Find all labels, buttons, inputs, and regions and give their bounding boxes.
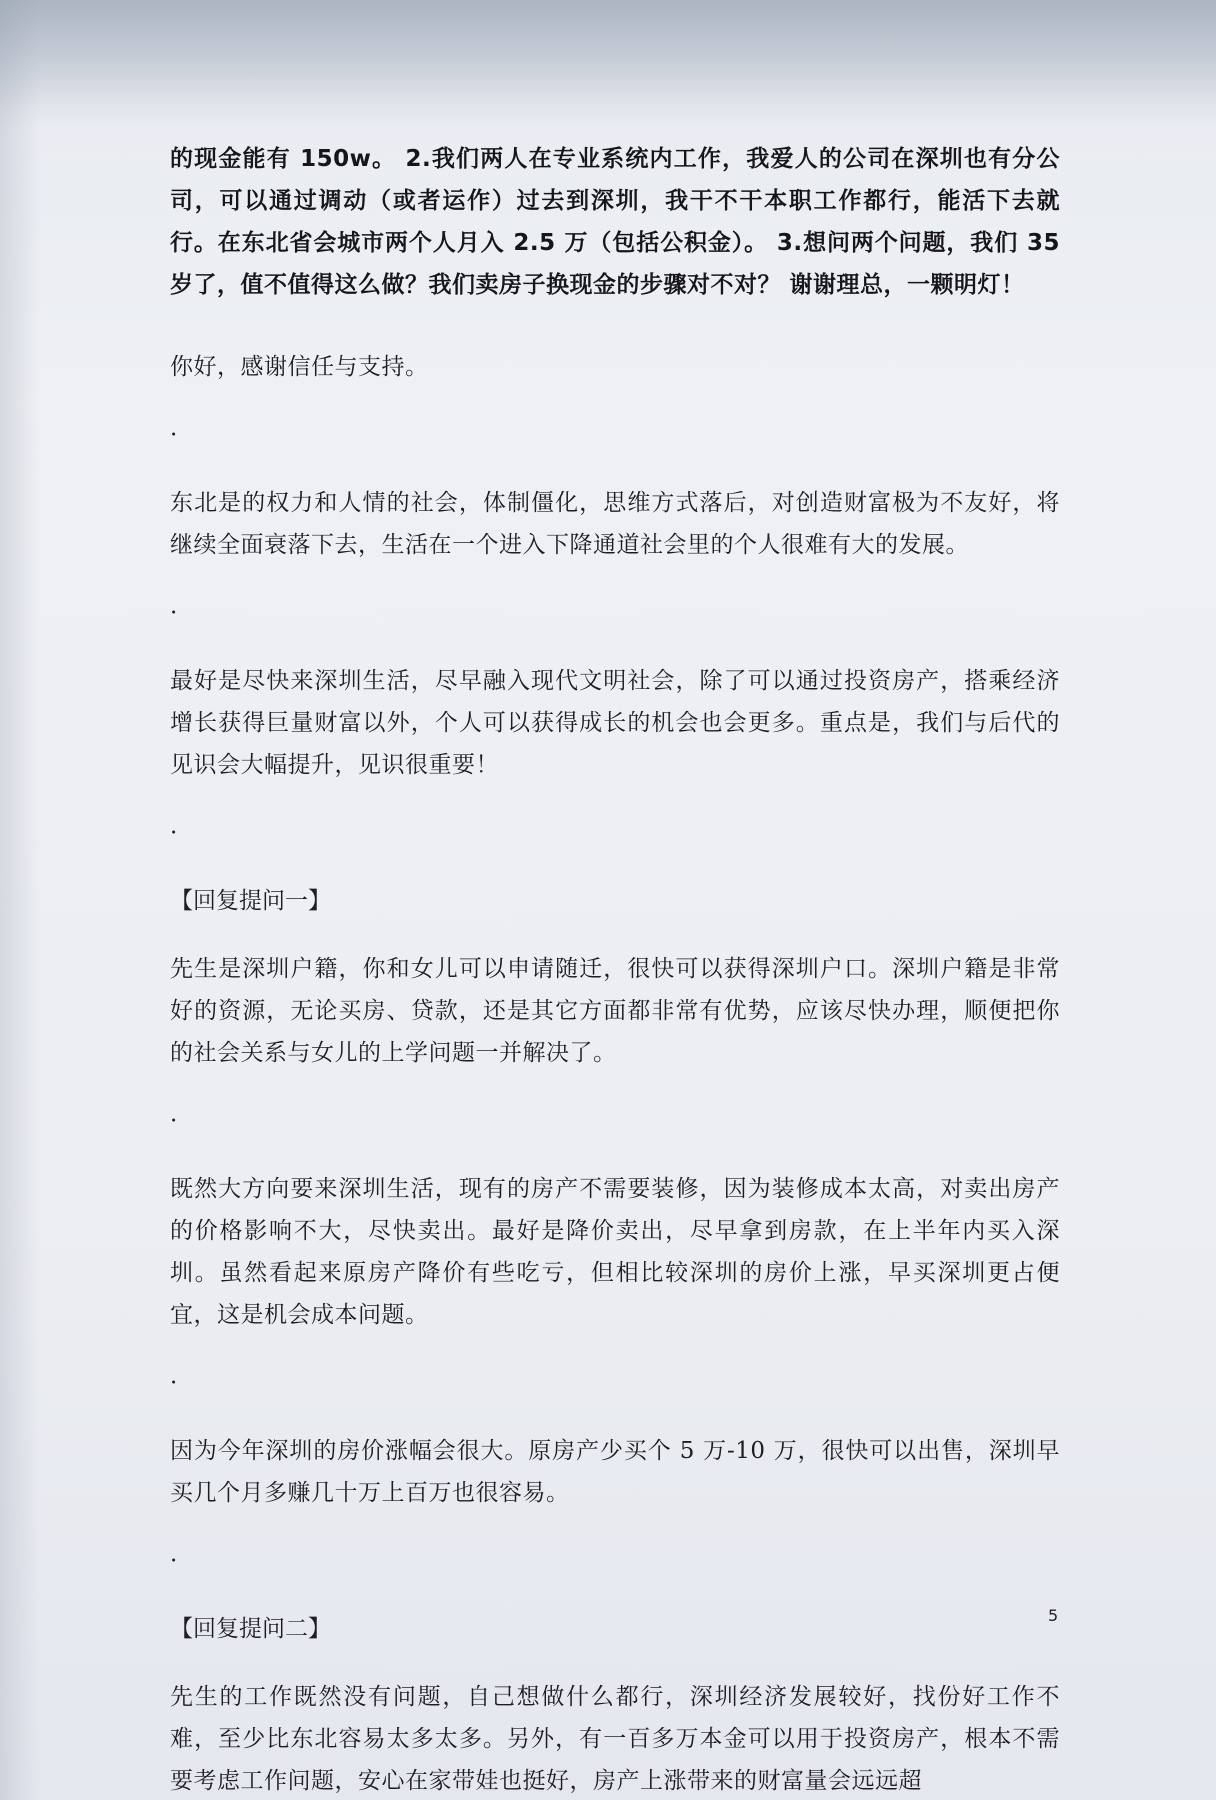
paragraph-northeast: 东北是的权力和人情的社会，体制僵化，思维方式落后，对创造财富极为不友好，将继续全面衰落下去，生活在一个进入下降通道社会里的个人很难有大的发展。 [170, 490, 1060, 558]
reply-two-heading: 【回复提问二】 [170, 1616, 331, 1642]
separator-dot: · [170, 1548, 178, 1574]
reply-one-paragraph-3: 因为今年深圳的房价涨幅会很大。原房产少买个 5 万-10 万，很快可以出售，深圳早买几个月多赚几十万上百万也很容易。 [170, 1438, 1060, 1506]
question-text: 的现金能有 150w。 2.我们两人在专业系统内工作，我爱人的公司在深圳也有分公司，可以通过调动（或者运作）过去到深圳，我干不干本职工作都行，能活下去就行。在东北省会城市两个人月入 2.5 万（包括公积金）。 3.想问两个问题，我们 35 岁了，值不值得这么做？我们卖房子换现金的步骤对不对？ 谢谢理总，一颗明灯！ [170, 146, 1060, 298]
reply-one-heading: 【回复提问一】 [170, 888, 331, 914]
separator-dot: · [170, 422, 178, 448]
reply-one-paragraph-2: 既然大方向要来深圳生活，现有的房产不需要装修，因为装修成本太高，对卖出房产的价格影响不大，尽快卖出。最好是降价卖出，尽早拿到房款，在上半年内买入深圳。虽然看起来原房产降价有些吃亏，但相比较深圳的房价上涨，早买深圳更占便宜，这是机会成本问题。 [170, 1176, 1060, 1328]
page-body [170, 138, 1060, 1800]
reply-two-paragraph-1: 先生的工作既然没有问题，自己想做什么都行，深圳经济发展较好，找份好工作不难，至少比东北容易太多太多。另外，有一百多万本金可以用于投资房产，根本不需要考虑工作问题，安心在家带娃也挺好，房产上涨带来的财富量会远远超 [170, 1684, 1060, 1794]
separator-dot: · [170, 600, 178, 626]
separator-dot: · [170, 1370, 178, 1396]
page-number: 5 [1048, 1606, 1059, 1625]
greeting: 你好，感谢信任与支持。 [170, 354, 429, 380]
separator-dot: · [170, 1108, 178, 1134]
reply-one-paragraph-1: 先生是深圳户籍，你和女儿可以申请随迁，很快可以获得深圳户口。深圳户籍是非常好的资源，无论买房、贷款，还是其它方面都非常有优势，应该尽快办理，顺便把你的社会关系与女儿的上学问题一并解决了。 [170, 956, 1060, 1066]
paragraph-shenzhen: 最好是尽快来深圳生活，尽早融入现代文明社会，除了可以通过投资房产，搭乘经济增长获得巨量财富以外，个人可以获得成长的机会也会更多。重点是，我们与后代的见识会大幅提升，见识很重要！ [170, 668, 1060, 778]
separator-dot: · [170, 820, 178, 846]
